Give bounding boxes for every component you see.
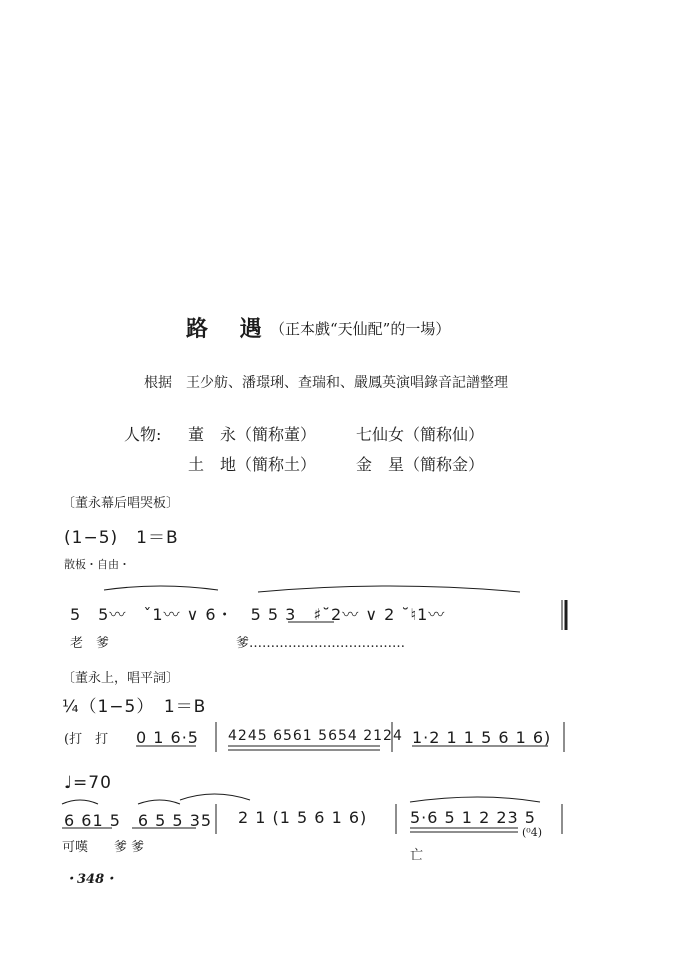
cast-role-dong: 董 永（簡称董） [188, 425, 317, 444]
slur-6 [410, 797, 540, 802]
tempo-marking: ♩=70 [64, 773, 112, 793]
notation-2-m2: 4245 6561 5654 2124 [228, 728, 403, 744]
page-title: 路 遇 [186, 316, 274, 342]
lyrics-2b: 亡 [410, 848, 424, 863]
page-subtitle: （正本戲“天仙配”的一場） [270, 320, 451, 338]
cast-role-tu: 土 地（簡称土） [188, 455, 317, 474]
percussion-cue: (打 打 [64, 732, 109, 747]
slur-1 [104, 586, 218, 590]
notation-3-m1: 6 61 5 6 5 5 35 [64, 811, 213, 830]
key-signature-2: ¼（1−5） 1＝B [62, 697, 207, 717]
slur-5 [180, 794, 250, 800]
slur-4 [138, 800, 180, 804]
slur-2 [258, 586, 520, 592]
notation-2-m1: 0 1 6·5 [136, 728, 199, 747]
key-signature-1: (1−5) 1＝B [64, 528, 179, 548]
cast-role-jin: 金 星（簡称金） [356, 455, 485, 474]
notation-3-m3: 5·6 5 1 2 23 5 [410, 808, 536, 827]
lyrics-1b: 爹……………………………… [236, 636, 406, 651]
cast-role-xian: 七仙女（簡称仙） [356, 425, 485, 444]
credit-line: 根据 王少舫、潘璟琍、查瑞和、嚴鳳英演唱錄音記譜整理 [144, 375, 508, 391]
tempo-note: 散板・自由・ [64, 558, 130, 571]
notation-3-m2: 2 1 (1 5 6 1 6) [238, 808, 368, 827]
notation-line-1: 5 5〰 ˇ1〰 ∨ 6・ 5 5 3 ♯˘2〰 ∨ 2 ˘♮1〰 [70, 605, 446, 624]
notation-2-m3: 1·2 1 1 5 6 1 6) [412, 728, 552, 747]
notation-3-note: (⁰4) [522, 826, 542, 839]
stage-direction-2: 〔董永上，唱平詞〕 [62, 671, 180, 686]
lyrics-1a: 老 爹 [70, 636, 110, 651]
page-number: ・348・ [64, 872, 118, 887]
lyrics-2a: 可嘆 爹 爹 [62, 840, 145, 855]
cast-label: 人物: [124, 425, 162, 444]
slur-3 [62, 800, 98, 804]
stage-direction-1: 〔董永幕后唱哭板〕 [62, 496, 180, 511]
